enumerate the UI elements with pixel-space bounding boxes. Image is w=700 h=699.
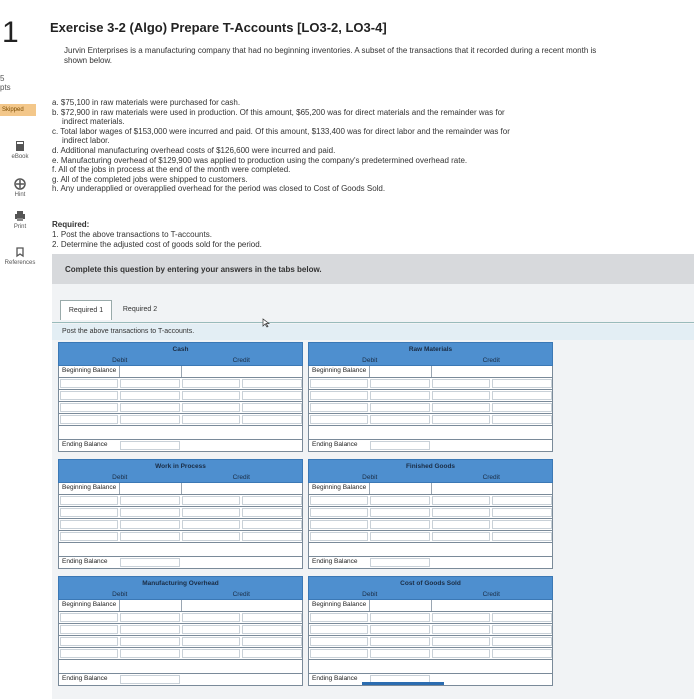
debit-amount-input[interactable]	[120, 508, 180, 517]
beginning-balance-label: Beginning Balance	[62, 367, 117, 374]
credit-ref-input[interactable]	[182, 637, 240, 646]
debit-ref-input[interactable]	[60, 415, 118, 424]
credit-ref-input[interactable]	[182, 520, 240, 529]
debit-label: Debit	[362, 474, 378, 481]
debit-ref-input[interactable]	[310, 391, 368, 400]
credit-amount-input[interactable]	[242, 379, 302, 388]
spacer-row	[58, 543, 303, 557]
debit-label: Debit	[362, 591, 378, 598]
exercise-title: Exercise 3-2 (Algo) Prepare T-Accounts [LO3-2, LO3-4]	[50, 20, 387, 35]
ending-balance-input[interactable]	[370, 558, 430, 567]
credit-ref-input[interactable]	[182, 415, 240, 424]
ending-balance-label: Ending Balance	[312, 675, 358, 682]
beginning-balance-row	[308, 600, 553, 612]
credit-amount-input[interactable]	[242, 637, 302, 646]
credit-amount-input[interactable]	[492, 415, 552, 424]
credit-amount-input[interactable]	[242, 508, 302, 517]
entry-row	[308, 612, 553, 624]
credit-ref-input[interactable]	[432, 613, 490, 622]
ending-balance-label: Ending Balance	[62, 558, 108, 565]
debit-ref-input[interactable]	[310, 379, 368, 388]
debit-amount-input[interactable]	[120, 520, 180, 529]
credit-ref-input[interactable]	[432, 649, 490, 658]
entry-row	[308, 495, 553, 507]
debit-amount-input[interactable]	[370, 520, 430, 529]
ending-balance-label: Ending Balance	[62, 675, 108, 682]
debit-ref-input[interactable]	[310, 520, 368, 529]
entry-row	[58, 531, 303, 543]
entry-row	[58, 636, 303, 648]
credit-ref-input[interactable]	[432, 403, 490, 412]
debit-label: Debit	[362, 357, 378, 364]
transaction-b: b. $72,900 in raw materials were used in production. Of this amount, $65,200 was for direct materials and the remainder was for	[52, 107, 505, 117]
question-number: 1	[2, 16, 19, 49]
cell-divider	[431, 600, 432, 611]
debit-amount-input[interactable]	[370, 391, 430, 400]
ending-balance-input[interactable]	[120, 675, 180, 684]
debit-amount-input[interactable]	[120, 403, 180, 412]
debit-amount-input[interactable]	[120, 637, 180, 646]
account-name: Work in Process	[155, 463, 206, 470]
debit-ref-input[interactable]	[310, 403, 368, 412]
required-item-2: 2. Determine the adjusted cost of goods sold for the period.	[52, 240, 262, 249]
credit-amount-input[interactable]	[242, 415, 302, 424]
credit-ref-input[interactable]	[182, 508, 240, 517]
ending-balance-label: Ending Balance	[312, 441, 358, 448]
credit-ref-input[interactable]	[432, 508, 490, 517]
cell-divider	[119, 600, 120, 611]
debit-ref-input[interactable]	[60, 625, 118, 634]
t-account-header	[308, 576, 553, 600]
ending-balance-input[interactable]	[370, 441, 430, 450]
beginning-balance-label: Beginning Balance	[312, 367, 367, 374]
credit-ref-input[interactable]	[182, 649, 240, 658]
references-icon	[14, 246, 26, 258]
entry-row	[308, 402, 553, 414]
entry-row	[58, 648, 303, 660]
credit-ref-input[interactable]	[432, 520, 490, 529]
debit-ref-input[interactable]	[310, 625, 368, 634]
debit-amount-input[interactable]	[120, 391, 180, 400]
intro-text: Jurvin Enterprises is a manufacturing company that had no beginning inventories. A subset of the transactions that it recorded during a recent month is shown below.	[64, 46, 597, 65]
references-button[interactable]	[0, 246, 40, 266]
debit-amount-input[interactable]	[370, 649, 430, 658]
debit-ref-input[interactable]	[310, 508, 368, 517]
credit-amount-input[interactable]	[242, 532, 302, 541]
spacer-row	[58, 426, 303, 440]
credit-amount-input[interactable]	[492, 532, 552, 541]
hint-label: Hint	[14, 192, 26, 198]
tab-required-1[interactable]: Required 1	[60, 300, 112, 320]
mouse-cursor-icon	[262, 318, 272, 328]
t-account-header	[58, 459, 303, 483]
transaction-list	[52, 98, 612, 194]
required-heading: Required:	[52, 220, 90, 229]
required-item-1: 1. Post the above transactions to T-accounts.	[52, 230, 212, 239]
credit-label: Credit	[232, 474, 250, 481]
account-name: Raw Materials	[408, 346, 453, 353]
entry-row	[58, 495, 303, 507]
required-section	[52, 220, 262, 250]
tab-required-2[interactable]: Required 2	[122, 306, 158, 313]
entry-row	[58, 624, 303, 636]
debit-ref-input[interactable]	[60, 391, 118, 400]
ending-balance-row	[308, 440, 553, 452]
credit-amount-input[interactable]	[492, 496, 552, 505]
credit-ref-input[interactable]	[432, 496, 490, 505]
scroll-indicator	[362, 682, 444, 685]
ending-balance-label: Ending Balance	[62, 441, 108, 448]
debit-amount-input[interactable]	[370, 613, 430, 622]
t-account-moh	[58, 576, 303, 686]
debit-amount-input[interactable]	[120, 613, 180, 622]
beginning-balance-row	[308, 483, 553, 495]
instruction-text: Complete this question by entering your answers in the tabs below.	[65, 265, 322, 274]
credit-amount-input[interactable]	[242, 403, 302, 412]
t-account-cogs	[308, 576, 553, 686]
status-badge: Skipped	[0, 104, 36, 116]
debit-ref-input[interactable]	[60, 403, 118, 412]
debit-ref-input[interactable]	[310, 649, 368, 658]
debit-amount-input[interactable]	[120, 625, 180, 634]
debit-ref-input[interactable]	[60, 637, 118, 646]
debit-ref-input[interactable]	[60, 520, 118, 529]
tab-divider	[52, 322, 694, 323]
entry-row	[58, 378, 303, 390]
debit-ref-input[interactable]	[310, 637, 368, 646]
credit-amount-input[interactable]	[492, 391, 552, 400]
transaction-e: e. Manufacturing overhead of $129,900 was applied to production using the company's predetermined overhead rate.	[52, 155, 468, 165]
beginning-balance-label: Beginning Balance	[312, 484, 367, 491]
ending-balance-row	[58, 674, 303, 686]
ending-balance-row	[58, 440, 303, 452]
debit-amount-input[interactable]	[370, 625, 430, 634]
entry-row	[58, 402, 303, 414]
debit-amount-input[interactable]	[120, 532, 180, 541]
beginning-balance-row	[58, 366, 303, 378]
transaction-g: g. All of the completed jobs were shipped to customers.	[52, 174, 248, 184]
debit-ref-input[interactable]	[310, 415, 368, 424]
spacer-row	[58, 660, 303, 674]
entry-row	[58, 519, 303, 531]
beginning-balance-label: Beginning Balance	[62, 601, 117, 608]
credit-ref-input[interactable]	[182, 532, 240, 541]
debit-amount-input[interactable]	[120, 415, 180, 424]
ebook-label: eBook	[11, 154, 29, 160]
credit-label: Credit	[232, 591, 250, 598]
transaction-c-cont: indirect labor.	[62, 136, 110, 146]
references-label: References	[4, 260, 36, 266]
cell-divider	[369, 483, 370, 494]
hint-icon	[14, 178, 26, 190]
t-account-header	[58, 342, 303, 366]
debit-amount-input[interactable]	[370, 379, 430, 388]
cell-divider	[119, 366, 120, 377]
transaction-a: a. $75,100 in raw materials were purchased for cash.	[52, 98, 241, 107]
credit-ref-input[interactable]	[432, 625, 490, 634]
cell-divider	[431, 366, 432, 377]
credit-label: Credit	[482, 357, 500, 364]
credit-amount-input[interactable]	[492, 649, 552, 658]
beginning-balance-label: Beginning Balance	[62, 484, 117, 491]
entry-row	[308, 648, 553, 660]
credit-amount-input[interactable]	[242, 391, 302, 400]
credit-ref-input[interactable]	[182, 403, 240, 412]
credit-amount-input[interactable]	[242, 520, 302, 529]
cell-divider	[369, 366, 370, 377]
debit-amount-input[interactable]	[370, 415, 430, 424]
debit-ref-input[interactable]	[60, 379, 118, 388]
ending-balance-row	[58, 557, 303, 569]
debit-amount-input[interactable]	[370, 508, 430, 517]
debit-label: Debit	[112, 474, 128, 481]
t-account-wip	[58, 459, 303, 569]
credit-label: Credit	[482, 474, 500, 481]
debit-label: Debit	[112, 357, 128, 364]
entry-row	[58, 414, 303, 426]
t-account-header	[58, 576, 303, 600]
t-account-cash	[58, 342, 303, 452]
transaction-b-cont: indirect materials.	[62, 117, 125, 127]
printer-icon	[14, 210, 26, 222]
debit-amount-input[interactable]	[370, 637, 430, 646]
ending-balance-row	[308, 557, 553, 569]
debit-amount-input[interactable]	[370, 403, 430, 412]
credit-amount-input[interactable]	[492, 379, 552, 388]
hint-button[interactable]	[0, 178, 40, 198]
t-account-fg	[308, 459, 553, 569]
debit-amount-input[interactable]	[370, 532, 430, 541]
left-rail	[0, 0, 40, 699]
credit-ref-input[interactable]	[432, 532, 490, 541]
entry-row	[308, 414, 553, 426]
credit-label: Credit	[482, 591, 500, 598]
credit-amount-input[interactable]	[242, 625, 302, 634]
t-account-header	[308, 342, 553, 366]
transaction-h: h. Any underapplied or overapplied overhead for the period was closed to Cost of Goods Sold.	[52, 184, 386, 194]
beginning-balance-label: Beginning Balance	[312, 601, 367, 608]
entry-row	[58, 612, 303, 624]
entry-row	[308, 624, 553, 636]
beginning-balance-row	[58, 600, 303, 612]
cell-divider	[181, 483, 182, 494]
entry-row	[58, 390, 303, 402]
cell-divider	[119, 483, 120, 494]
ending-balance-input[interactable]	[120, 558, 180, 567]
beginning-balance-row	[58, 483, 303, 495]
credit-label: Credit	[232, 357, 250, 364]
credit-ref-input[interactable]	[432, 391, 490, 400]
entry-row	[308, 378, 553, 390]
debit-amount-input[interactable]	[120, 496, 180, 505]
credit-amount-input[interactable]	[492, 403, 552, 412]
debit-ref-input[interactable]	[60, 532, 118, 541]
ending-balance-input[interactable]	[120, 441, 180, 450]
credit-amount-input[interactable]	[492, 520, 552, 529]
entry-row	[308, 636, 553, 648]
debit-amount-input[interactable]	[120, 379, 180, 388]
entry-row	[308, 390, 553, 402]
credit-amount-input[interactable]	[492, 508, 552, 517]
credit-ref-input[interactable]	[182, 496, 240, 505]
beginning-balance-row	[308, 366, 553, 378]
transaction-d: d. Additional manufacturing overhead costs of $126,600 were incurred and paid.	[52, 145, 336, 155]
credit-ref-input[interactable]	[182, 379, 240, 388]
transaction-f: f. All of the jobs in process at the end of the month were completed.	[52, 165, 291, 175]
ending-balance-label: Ending Balance	[312, 558, 358, 565]
credit-amount-input[interactable]	[492, 637, 552, 646]
credit-ref-input[interactable]	[432, 637, 490, 646]
instruction-bar	[52, 254, 694, 284]
cell-divider	[181, 366, 182, 377]
entry-row	[308, 507, 553, 519]
credit-ref-input[interactable]	[432, 415, 490, 424]
account-name: Manufacturing Overhead	[142, 580, 219, 587]
cell-divider	[431, 483, 432, 494]
account-name: Cash	[172, 346, 189, 353]
account-name: Cost of Goods Sold	[400, 580, 461, 587]
debit-ref-input[interactable]	[60, 613, 118, 622]
print-button[interactable]	[0, 210, 40, 230]
spacer-row	[308, 543, 553, 557]
credit-ref-input[interactable]	[182, 625, 240, 634]
credit-amount-input[interactable]	[242, 613, 302, 622]
credit-amount-input[interactable]	[492, 625, 552, 634]
debit-ref-input[interactable]	[60, 496, 118, 505]
book-icon	[14, 140, 26, 152]
t-account-header	[308, 459, 553, 483]
spacer-row	[308, 660, 553, 674]
debit-amount-input[interactable]	[370, 496, 430, 505]
credit-amount-input[interactable]	[242, 649, 302, 658]
print-label: Print	[13, 224, 27, 230]
credit-ref-input[interactable]	[182, 613, 240, 622]
debit-ref-input[interactable]	[60, 649, 118, 658]
entry-row	[308, 531, 553, 543]
debit-ref-input[interactable]	[60, 508, 118, 517]
ebook-button[interactable]	[0, 140, 40, 160]
credit-ref-input[interactable]	[432, 379, 490, 388]
post-instruction: Post the above transactions to T-accounts.	[62, 328, 195, 335]
t-account-raw	[308, 342, 553, 452]
account-name: Finished Goods	[405, 463, 456, 470]
debit-ref-input[interactable]	[310, 613, 368, 622]
spacer-row	[308, 426, 553, 440]
entry-row	[58, 507, 303, 519]
transaction-c: c. Total labor wages of $153,000 were incurred and paid. Of this amount, $133,400 was for direct labor and the remainder was for	[52, 126, 510, 136]
entry-row	[308, 519, 553, 531]
debit-label: Debit	[112, 591, 128, 598]
cell-divider	[181, 600, 182, 611]
post-instruction-strip	[52, 324, 694, 340]
credit-amount-input[interactable]	[492, 613, 552, 622]
points-label: 5 pts	[0, 74, 11, 92]
credit-ref-input[interactable]	[182, 391, 240, 400]
cell-divider	[369, 600, 370, 611]
debit-ref-input[interactable]	[310, 532, 368, 541]
credit-amount-input[interactable]	[242, 496, 302, 505]
debit-amount-input[interactable]	[120, 649, 180, 658]
debit-ref-input[interactable]	[310, 496, 368, 505]
